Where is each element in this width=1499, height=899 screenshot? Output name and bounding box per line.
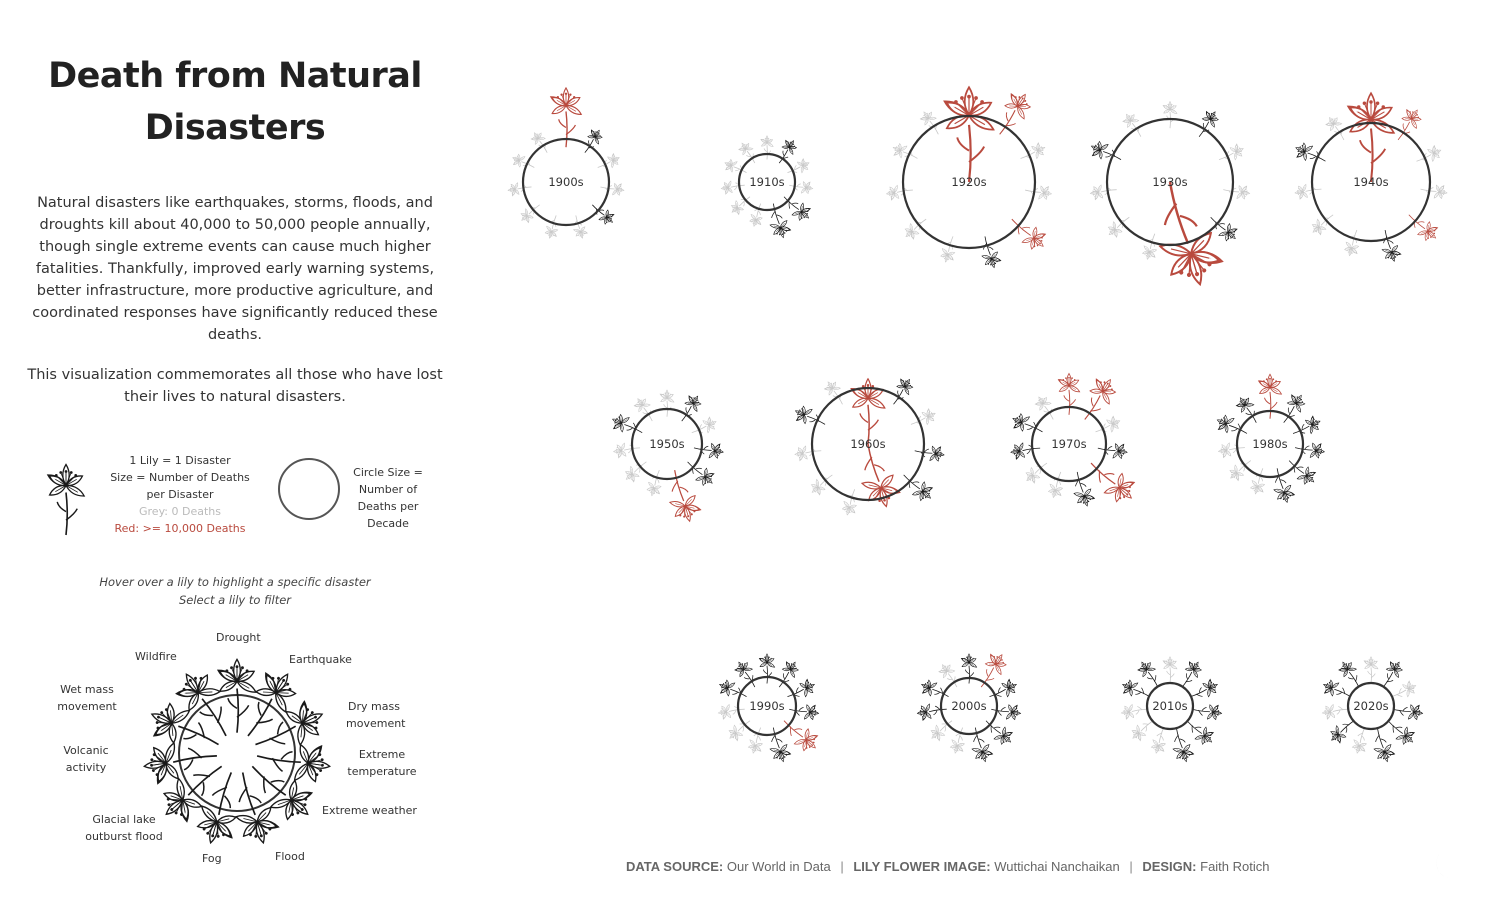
lily-drought[interactable] xyxy=(1364,657,1378,684)
lily-volcanic-activity[interactable] xyxy=(717,702,745,719)
lily-wildfire[interactable] xyxy=(822,378,848,408)
decade-label: 1970s xyxy=(1051,437,1087,451)
lily-earthquake[interactable] xyxy=(1176,658,1205,691)
lily-flood[interactable] xyxy=(1068,469,1096,508)
lily-wildfire[interactable] xyxy=(1234,394,1263,427)
lily-wildfire[interactable] xyxy=(1121,111,1147,141)
lily-extreme-weather[interactable] xyxy=(1383,714,1419,748)
lily-earthquake[interactable] xyxy=(1277,391,1309,427)
lily-glacial-lake-outburst-flood[interactable] xyxy=(1309,210,1338,238)
key-label-dry-mass-movement[interactable]: Dry mass movement xyxy=(346,700,406,730)
lily-glacial-lake-outburst-flood[interactable] xyxy=(1105,212,1134,240)
lily-drought[interactable] xyxy=(660,390,674,417)
key-label-fog[interactable]: Fog xyxy=(202,852,222,865)
lily-drought[interactable] xyxy=(759,654,774,684)
lily-glacial-lake-outburst-flood[interactable] xyxy=(622,457,651,485)
key-lily-fog[interactable] xyxy=(192,767,249,848)
lily-fog[interactable] xyxy=(841,487,862,516)
lily-flood[interactable] xyxy=(1377,228,1402,264)
left-panel xyxy=(20,40,450,408)
lily-volcanic-activity[interactable] xyxy=(1089,183,1117,200)
lily-fog[interactable] xyxy=(1343,228,1364,257)
lily-wildfire[interactable] xyxy=(529,129,552,156)
key-label-earthquake[interactable]: Earthquake xyxy=(289,653,352,666)
lily-extreme-temperature[interactable] xyxy=(788,702,819,721)
lily-wet-mass-movement[interactable] xyxy=(1088,138,1125,167)
lily-wildfire[interactable] xyxy=(732,658,761,691)
key-label-wet-mass-movement[interactable]: Wet mass movement xyxy=(57,683,117,713)
intro-text: Natural disasters like earthquakes, storms, floods, and droughts kill about 40,000 to 50,000 people annually, though single extreme events can cause much higher fatalities. Thankfully, improved early warning systems, better infrastructure, more productive agriculture, and coordinated responses have significantly reduced these deaths. xyxy=(32,195,438,343)
lily-volcanic-activity[interactable] xyxy=(916,702,947,721)
key-label-drought[interactable]: Drought xyxy=(216,631,261,644)
lily-extreme-temperature[interactable] xyxy=(1420,182,1448,199)
lily-earthquake[interactable] xyxy=(887,375,916,408)
lily-extreme-weather[interactable] xyxy=(682,455,718,489)
key-label-glacial-lake[interactable]: Glacial lake outburst flood xyxy=(85,813,163,843)
lily-extreme-weather[interactable] xyxy=(1284,454,1320,488)
lily-glacial-lake-outburst-flood[interactable] xyxy=(902,214,931,242)
decade-label: 1900s xyxy=(548,175,584,189)
lily-extreme-weather[interactable] xyxy=(779,190,815,224)
lily-wet-mass-movement[interactable] xyxy=(1214,412,1251,441)
key-label-wildfire[interactable]: Wildfire xyxy=(135,650,177,663)
lily-volcanic-activity[interactable] xyxy=(613,441,641,458)
lily-wildfire[interactable] xyxy=(1135,658,1164,691)
key-label-volcanic[interactable]: Volcanic activity xyxy=(63,744,109,774)
lily-fog[interactable] xyxy=(939,234,960,263)
lily-fog[interactable] xyxy=(1047,470,1068,499)
lily-extreme-temperature[interactable] xyxy=(990,702,1021,721)
lily-dry-mass-movement[interactable] xyxy=(1187,677,1220,703)
lily-fog[interactable] xyxy=(544,214,562,240)
key-label-flood[interactable]: Flood xyxy=(275,850,305,863)
lily-wildfire[interactable] xyxy=(737,140,760,167)
lily-extreme-temperature[interactable] xyxy=(1392,702,1423,721)
lily-extreme-temperature[interactable] xyxy=(788,179,813,194)
lily-dry-mass-movement[interactable] xyxy=(908,407,938,431)
circle-legend-text: Circle Size = Number of Deaths per Decade xyxy=(353,466,423,530)
image-credit[interactable]: Wuttichai Nanchaikan xyxy=(994,859,1120,874)
lily-wet-mass-movement[interactable] xyxy=(1009,411,1046,440)
lily-volcanic-activity[interactable] xyxy=(1120,702,1148,719)
lily-wet-mass-movement[interactable] xyxy=(510,152,537,173)
lily-dry-mass-movement[interactable] xyxy=(1018,141,1048,165)
lily-earthquake[interactable] xyxy=(1193,108,1222,141)
lily-dry-mass-movement[interactable] xyxy=(1093,415,1123,439)
lily-extreme-temperature[interactable] xyxy=(1294,440,1325,459)
legend xyxy=(30,448,450,543)
hint-select: Select a lily to filter xyxy=(178,593,292,607)
legend-lily-size: Size = Number of Deaths per Disaster xyxy=(110,471,250,501)
lily-dry-mass-movement[interactable] xyxy=(1216,142,1246,166)
dark-mode-toggle-moon-icon[interactable] xyxy=(1426,848,1466,888)
lily-flood[interactable] xyxy=(977,234,1002,270)
page-title: Death from Natural Disasters xyxy=(48,56,422,148)
legend-lily-count: 1 Lily = 1 Disaster xyxy=(129,454,231,467)
lily-fog[interactable] xyxy=(1141,232,1162,261)
decade-label: 1910s xyxy=(749,175,785,189)
disaster-key xyxy=(40,620,440,870)
lily-extreme-temperature[interactable] xyxy=(693,440,724,459)
lily-earthquake[interactable] xyxy=(989,88,1035,141)
lily-flood[interactable] xyxy=(570,214,588,240)
decade-label: 1940s xyxy=(1353,175,1389,189)
decade-label: 2020s xyxy=(1353,699,1389,713)
lily-wet-mass-movement[interactable] xyxy=(609,412,646,441)
circle-icon xyxy=(278,458,340,520)
lily-dry-mass-movement[interactable] xyxy=(785,157,812,178)
lily-flood[interactable] xyxy=(765,725,793,764)
lily-drought[interactable] xyxy=(1259,374,1282,418)
lily-wet-mass-movement[interactable] xyxy=(722,157,749,178)
lily-drought[interactable] xyxy=(945,87,994,182)
data-source-label: DATA SOURCE: xyxy=(626,859,724,874)
lily-extreme-temperature[interactable] xyxy=(1097,441,1128,460)
lily-wet-mass-movement[interactable] xyxy=(1320,677,1353,703)
lily-wildfire[interactable] xyxy=(632,395,658,425)
decade-label: 1930s xyxy=(1152,175,1188,189)
lily-fog[interactable] xyxy=(1249,466,1270,495)
lily-extreme-temperature[interactable] xyxy=(600,181,625,196)
lily-drought[interactable] xyxy=(1163,657,1177,684)
lily-fog[interactable] xyxy=(949,726,970,755)
lily-glacial-lake-outburst-flood[interactable] xyxy=(518,200,544,225)
lily-drought[interactable] xyxy=(1058,373,1079,414)
lily-drought[interactable] xyxy=(551,88,582,147)
lily-wildfire[interactable] xyxy=(918,108,944,138)
decade-label: 1950s xyxy=(649,437,685,451)
lily-dry-mass-movement[interactable] xyxy=(1290,414,1323,440)
lily-glacial-lake-outburst-flood[interactable] xyxy=(1022,458,1051,486)
lily-fog[interactable] xyxy=(645,468,666,497)
lily-extreme-weather[interactable] xyxy=(1403,208,1442,245)
image-credit-label: LILY FLOWER IMAGE: xyxy=(853,859,991,874)
lily-wildfire[interactable] xyxy=(1324,114,1350,144)
lily-flood[interactable] xyxy=(1369,725,1397,764)
lily-fog[interactable] xyxy=(1351,726,1372,755)
lily-earthquake[interactable] xyxy=(773,658,802,691)
lily-wet-mass-movement[interactable] xyxy=(792,403,829,432)
lily-extreme-weather[interactable] xyxy=(981,714,1017,748)
lily-fog[interactable] xyxy=(747,726,768,755)
footer-credits: DATA SOURCE: Our World in Data | LILY FLOWER IMAGE: Wuttichai Nanchaikan | DESIGN: Faith Rotich xyxy=(626,859,1270,874)
lily-glacial-lake-outburst-flood[interactable] xyxy=(927,716,956,744)
decade-label: 2000s xyxy=(951,699,987,713)
lily-volcanic-activity[interactable] xyxy=(1294,182,1322,199)
lily-volcanic-activity[interactable] xyxy=(1218,441,1246,458)
lily-wet-mass-movement[interactable] xyxy=(1292,140,1329,169)
lily-drought[interactable] xyxy=(1348,93,1394,182)
lily-extreme-weather[interactable] xyxy=(1205,211,1241,245)
hint-hover: Hover over a lily to highlight a specific disaster xyxy=(99,575,371,589)
lily-earthquake[interactable] xyxy=(1390,105,1425,145)
lily-wet-mass-movement[interactable] xyxy=(918,677,951,703)
lily-volcanic-activity[interactable] xyxy=(1010,441,1041,460)
lily-dry-mass-movement[interactable] xyxy=(595,152,622,173)
decade-label: 2010s xyxy=(1152,699,1188,713)
lily-legend-text xyxy=(110,452,250,537)
lily-wet-mass-movement[interactable] xyxy=(890,141,920,165)
lily-volcanic-activity[interactable] xyxy=(1321,702,1349,719)
lily-glacial-lake-outburst-flood[interactable] xyxy=(725,716,754,744)
lily-glacial-lake-outburst-flood[interactable] xyxy=(1226,455,1255,483)
lily-dry-mass-movement[interactable] xyxy=(689,415,719,439)
lily-flood[interactable] xyxy=(661,466,702,525)
lily-extreme-temperature[interactable] xyxy=(1191,702,1222,721)
lily-fog[interactable] xyxy=(1150,726,1171,755)
decade-label: 1920s xyxy=(951,175,987,189)
lily-wet-mass-movement[interactable] xyxy=(1119,677,1152,703)
interaction-hint xyxy=(20,573,450,609)
decade-label: 1960s xyxy=(850,437,886,451)
lily-volcanic-activity[interactable] xyxy=(507,181,532,196)
lily-extreme-temperature[interactable] xyxy=(1024,183,1052,200)
lily-earthquake[interactable] xyxy=(1377,658,1406,691)
lily-fog[interactable] xyxy=(748,202,766,228)
lily-drought[interactable] xyxy=(851,379,885,444)
lily-dry-mass-movement[interactable] xyxy=(1389,679,1419,703)
lily-wildfire[interactable] xyxy=(937,661,963,691)
lily-glacial-lake-outburst-flood[interactable] xyxy=(808,470,837,498)
lily-flood[interactable] xyxy=(765,201,793,240)
lily-wildfire[interactable] xyxy=(1336,658,1365,691)
lily-drought[interactable] xyxy=(961,654,976,684)
lily-volcanic-activity[interactable] xyxy=(794,444,822,461)
lily-flood[interactable] xyxy=(967,725,995,764)
key-label-extreme-temperature[interactable]: Extreme temperature xyxy=(347,748,417,778)
lily-dry-mass-movement[interactable] xyxy=(986,677,1019,703)
key-label-extreme-weather[interactable]: Extreme weather xyxy=(322,804,417,817)
lily-extreme-weather[interactable] xyxy=(1082,453,1140,509)
lily-earthquake[interactable] xyxy=(579,127,605,157)
data-source[interactable]: Our World in Data xyxy=(726,859,831,874)
design-label: DESIGN: xyxy=(1142,859,1197,874)
lily-drought[interactable] xyxy=(1163,102,1177,129)
lily-extreme-weather[interactable] xyxy=(1182,714,1218,748)
design-credit[interactable]: Faith Rotich xyxy=(1200,859,1270,874)
lily-wildfire[interactable] xyxy=(1033,393,1059,423)
lily-earthquake[interactable] xyxy=(773,137,799,167)
legend-grey: Grey: 0 Deaths xyxy=(139,505,221,518)
lily-volcanic-activity[interactable] xyxy=(720,179,745,194)
lily-extreme-temperature[interactable] xyxy=(914,443,945,462)
lily-volcanic-activity[interactable] xyxy=(886,183,914,200)
lily-wet-mass-movement[interactable] xyxy=(716,677,749,703)
lily-extreme-weather[interactable] xyxy=(1005,211,1050,254)
lily-extreme-temperature[interactable] xyxy=(1222,183,1250,200)
lily-drought[interactable] xyxy=(761,136,773,160)
lily-extreme-weather[interactable] xyxy=(588,200,617,228)
lily-glacial-lake-outburst-flood[interactable] xyxy=(1128,716,1157,744)
lily-flood[interactable] xyxy=(1144,174,1227,292)
decade-label: 1990s xyxy=(749,699,785,713)
lily-extreme-weather[interactable] xyxy=(898,468,937,505)
lily-flood[interactable] xyxy=(1168,725,1196,764)
decade-label: 1980s xyxy=(1252,437,1288,451)
dedication-text: This visualization commemorates all those who have lost their lives to natural disasters. xyxy=(27,367,443,405)
lily-earthquake[interactable] xyxy=(675,392,704,425)
lily-dry-mass-movement[interactable] xyxy=(1414,144,1444,168)
lily-flood[interactable] xyxy=(1268,466,1296,505)
legend-red: Red: >= 10,000 Deaths xyxy=(114,522,246,535)
lily-dry-mass-movement[interactable] xyxy=(784,677,817,703)
lily-icon xyxy=(36,448,96,538)
lily-glacial-lake-outburst-flood[interactable] xyxy=(728,192,754,217)
